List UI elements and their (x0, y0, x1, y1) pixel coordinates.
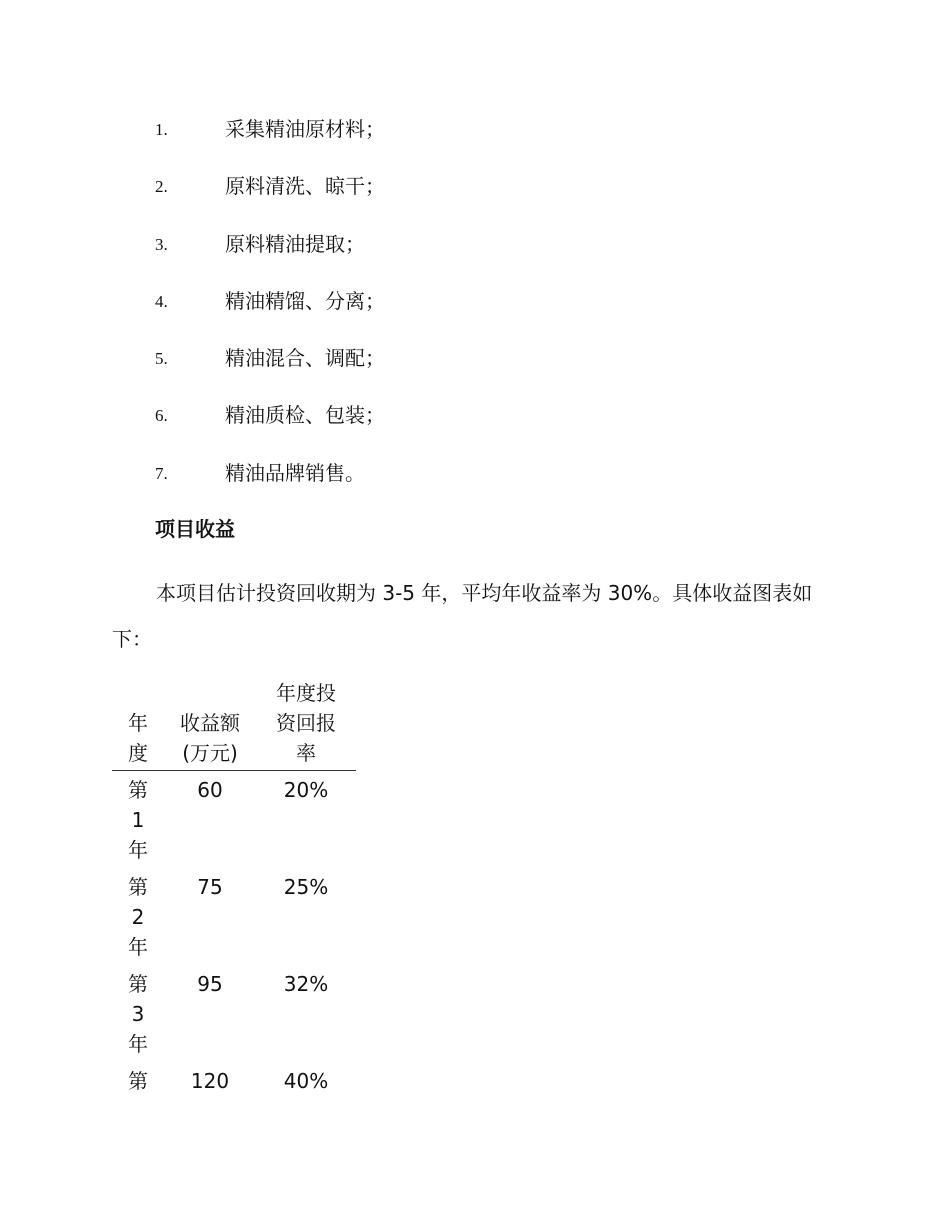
list-item-number: 5. (155, 349, 168, 369)
header-year-label: 年度 (128, 711, 148, 765)
cell-year-text: 第 (128, 1069, 148, 1093)
header-income (164, 678, 256, 771)
cell-year (112, 965, 164, 1062)
cell-year (112, 1062, 164, 1099)
process-step-list (155, 114, 755, 515)
table-header-row (112, 678, 356, 771)
header-income-label: 收益额(万元) (180, 711, 240, 765)
list-item (155, 171, 755, 228)
cell-rate: 25% (283, 875, 329, 899)
list-item-text: 精油品牌销售。 (225, 460, 365, 485)
list-item-number: 7. (155, 463, 168, 483)
list-item-text: 精油混合、调配； (225, 346, 385, 371)
cell-year-text: 第3年 (128, 972, 148, 1056)
list-item-text: 采集精油原材料； (225, 117, 385, 141)
table-row (112, 965, 356, 1062)
section-heading: 项目收益 (155, 517, 235, 541)
list-item-number: 2. (155, 177, 168, 197)
cell-rate: 40% (283, 1069, 329, 1093)
list-item (155, 400, 755, 457)
list-item-text: 精油质检、包装； (225, 403, 385, 428)
table-row (112, 771, 356, 869)
cell-year-text: 第2年 (128, 875, 148, 959)
list-item (155, 458, 755, 515)
list-item-text: 精油精馏、分离； (225, 288, 385, 313)
cell-rate: 32% (283, 972, 329, 996)
list-item (155, 114, 755, 171)
header-rate-label: 年度投资回报率 (276, 681, 336, 765)
cell-income: 95 (197, 972, 223, 996)
list-item (155, 229, 755, 286)
list-item-number: 4. (155, 291, 168, 311)
body-paragraph: 本项目估计投资回收期为 3-5 年，平均年收益率为 30%。具体收益图表如下： (112, 581, 813, 651)
list-item-number: 3. (155, 234, 168, 254)
returns-table (112, 678, 356, 1099)
cell-year-text: 第1年 (128, 778, 148, 862)
header-rate (256, 678, 356, 771)
header-year (112, 678, 164, 771)
cell-income: 120 (190, 1069, 230, 1093)
cell-income: 75 (197, 875, 223, 899)
cell-year (112, 868, 164, 965)
cell-year (112, 771, 164, 869)
list-item-text: 原料清洗、晾干； (225, 174, 385, 199)
list-item-number: 1. (155, 120, 168, 139)
cell-rate: 20% (283, 778, 329, 802)
list-item-text: 原料精油提取； (225, 231, 365, 256)
table-row (112, 868, 356, 965)
list-item-number: 6. (155, 406, 168, 426)
cell-income: 60 (197, 778, 223, 802)
list-item (155, 286, 755, 343)
list-item (155, 343, 755, 400)
table-row (112, 1062, 356, 1099)
